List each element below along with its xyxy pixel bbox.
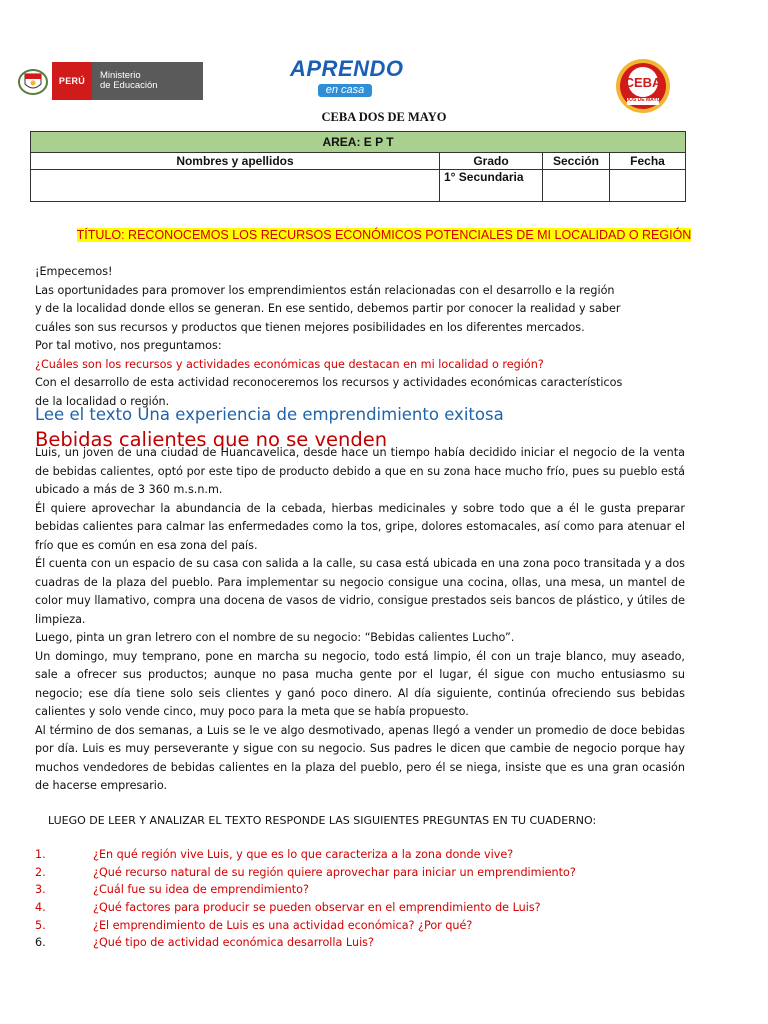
story-paragraph-3: Él cuenta con un espacio de su casa con salida a la calle, su casa está ubicada en una zona poco transitada y a dos cuadras de la plaza del pueblo. Para implementar su negocio consigue una cocina, ollas, una mesa, un mantel de color muy llamativo, compra una docena de vasos de vidrio, consigue prestados seis bancos de plástico, y útiles de limpieza. [35, 557, 685, 626]
story-text [35, 444, 685, 796]
intro-line-5: Con el desarrollo de esta actividad reconoceremos los recursos y actividades económicas característicos [35, 376, 623, 389]
question-number: 5. [35, 918, 46, 932]
header-nombres: Nombres y apellidos [31, 153, 440, 170]
ceba-logo-text: DOS DE MAYO [625, 97, 661, 103]
reading-heading: Lee el texto Una experiencia de emprendimiento exitosa [35, 405, 504, 424]
instruction: LUEGO DE LEER Y ANALIZAR EL TEXTO RESPONDE LAS SIGUIENTES PREGUNTAS EN TU CUADERNO: [48, 814, 597, 827]
ministry-line-2: de Educación [100, 80, 158, 91]
question-text: ¿Qué tipo de actividad económica desarrolla Luis? [93, 936, 374, 950]
intro-section [35, 263, 695, 411]
student-info-table [30, 131, 686, 202]
nombres-field[interactable] [31, 170, 440, 202]
aprendo-subtitle: en casa [318, 84, 373, 97]
question-item [35, 899, 685, 917]
question-text: ¿Qué factores para producir se pueden observar en el emprendimiento de Luis? [93, 901, 541, 915]
svg-text:CEBA: CEBA [624, 75, 662, 90]
question-number: 1. [35, 848, 46, 861]
question-number: 4. [35, 901, 46, 915]
ministry-label [92, 62, 203, 100]
intro-line-4: Por tal motivo, nos preguntamos: [35, 339, 222, 352]
fecha-field[interactable] [610, 170, 686, 202]
story-paragraph-4: Luego, pinta un gran letrero con el nombre de su negocio: “Bebidas calientes Lucho”. [35, 631, 515, 644]
story-paragraph-5: Un domingo, muy temprano, pone en marcha su negocio, todo está limpio, él con un traje blanco, muy aseado, sale a ofrecer sus productos; aunque no pasa mucha gente por el lugar, él sigue con mucho entusiasmo su negocio; ese día tiene solo seis clientes y ganó poco dinero. Al día siguiente, continúa ofreciendo sus bebidas calientes y solo vende cinco, muy poco para la meta que se había propuesto. [35, 649, 685, 718]
story-paragraph-6: Al término de dos semanas, a Luis se le ve algo desmotivado, apenas llegó a vender un promedio de doce bebidas por día. Luis es muy perseverante y sigue con su negocio. Sus padres le dicen que cambie de negocio porque hay muchos vendedores de bebidas calientes en la plaza del pueblo, pero él se niega, insiste que es una gran ocasión de hacerse empresario. [35, 723, 685, 792]
school-title: CEBA DOS DE MAYO [321, 110, 447, 124]
header-grado: Grado [440, 153, 543, 170]
lesson-title-text: TÍTULO: RECONOCEMOS LOS RECURSOS ECONÓMICOS POTENCIALES DE MI LOCALIDAD O REGIÓN [76, 228, 692, 242]
minedu-logo [14, 62, 203, 100]
greeting: ¡Empecemos! [35, 265, 113, 278]
question-item [35, 881, 685, 899]
story-title: Bebidas calientes que no se venden [35, 428, 388, 451]
intro-line-2: y de la localidad donde ellos se generan. En ese sentido, debemos partir por conocer la realidad y saber [35, 302, 621, 315]
lesson-title [0, 228, 768, 242]
question-item [35, 934, 685, 952]
question-text: ¿El emprendimiento de Luis es una actividad económica? ¿Por qué? [93, 918, 473, 932]
question-text: ¿Cuál fue su idea de emprendimiento? [93, 883, 309, 897]
question-text: ¿Qué recurso natural de su región quiere aprovechar para iniciar un emprendimiento? [93, 865, 576, 879]
ministry-line-1: Ministerio [100, 70, 141, 81]
question-item [35, 864, 685, 882]
aprendo-en-casa-logo [290, 56, 404, 96]
question-list [35, 846, 685, 952]
question-number: 2. [35, 865, 46, 879]
question-number: 3. [35, 883, 46, 897]
story-paragraph-2: Él quiere aprovechar la abundancia de la cebada, hierbas medicinales y sobre todo que a él le gusta preparar bebidas calientes para calmar las enfermedades como la tos, gripe, dolores estomacales, así como para atenuar el frío que es común en esa zona del país. [35, 501, 685, 552]
question-number: 6. [35, 936, 46, 950]
peru-label: PERÚ [52, 62, 92, 100]
question-item [35, 846, 685, 864]
aprendo-title: APRENDO [290, 56, 404, 81]
intro-line-1: Las oportunidades para promover los emprendimientos están relacionadas con el desarrollo e la región [35, 283, 615, 297]
ceba-logo [612, 57, 674, 115]
question-item [35, 917, 685, 935]
grado-value: 1° Secundaria [440, 170, 543, 202]
intro-line-6: de la localidad o región. [35, 394, 170, 408]
story-paragraph-1: Luis, un joven de una ciudad de Huancavelica, desde hace un tiempo había decidido iniciar el negocio de la venta de bebidas calientes, optó por este tipo de producto debido a que en su zona hace mucho frío, pues su pueblo está ubicado a más de 3 360 m.s.n.m. [35, 446, 685, 496]
header-seccion: Sección [543, 153, 610, 170]
seccion-field[interactable] [543, 170, 610, 202]
question-text: ¿En qué región vive Luis, y que es lo que caracteriza a la zona donde vive? [93, 848, 514, 861]
area-cell: AREA: E P T [31, 132, 686, 153]
guiding-question: ¿Cuáles son los recursos y actividades económicas que destacan en mi localidad o región? [35, 357, 544, 371]
peru-shield-icon [14, 62, 52, 100]
header-fecha: Fecha [610, 153, 686, 170]
intro-line-3: cuáles son sus recursos y productos que tienen mejores posibilidades en los diferentes mercados. [35, 320, 585, 334]
